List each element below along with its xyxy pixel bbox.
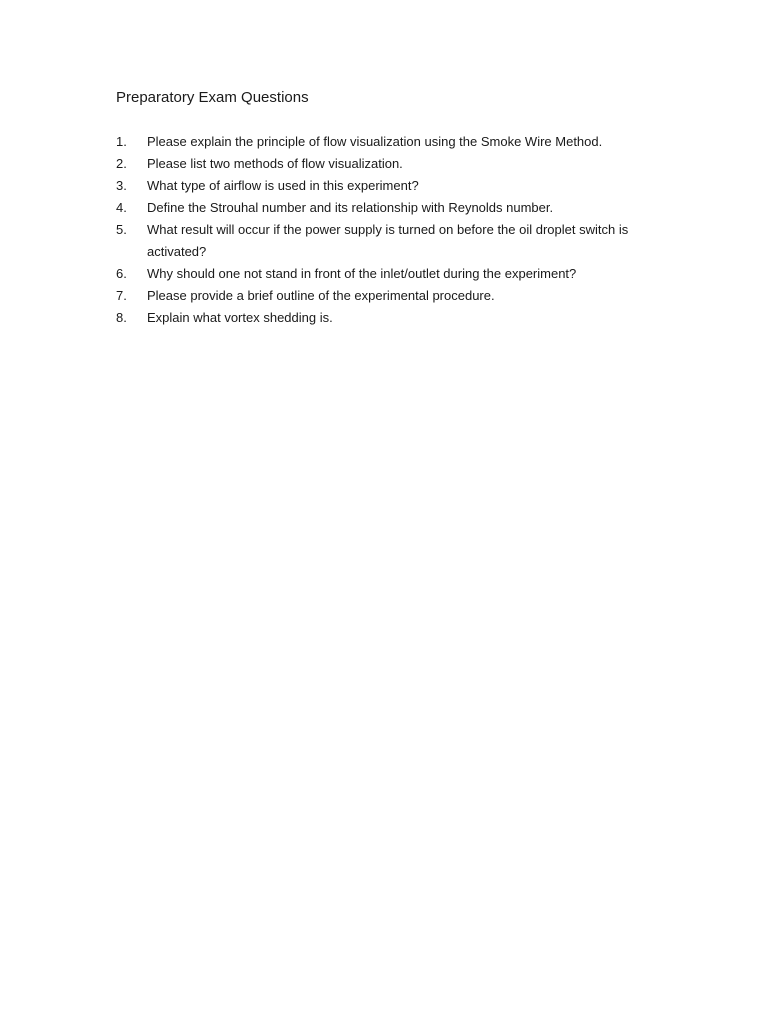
question-number: 2.	[116, 156, 127, 171]
question-text: Please list two methods of flow visualization.	[147, 156, 403, 171]
question-text: Define the Strouhal number and its relationship with Reynolds number.	[147, 200, 554, 215]
question-item	[116, 285, 676, 307]
question-item	[116, 197, 676, 219]
question-number: 3.	[116, 178, 127, 193]
document-title: Preparatory Exam Questions	[116, 89, 309, 106]
question-text: What type of airflow is used in this experiment?	[147, 178, 419, 193]
question-item	[116, 307, 676, 329]
question-text: Please explain the principle of flow visualization using the Smoke Wire Method.	[147, 134, 603, 149]
question-list	[116, 131, 676, 329]
question-text: Why should one not stand in front of the inlet/outlet during the experiment?	[147, 266, 577, 281]
question-text: Please provide a brief outline of the experimental procedure.	[147, 288, 495, 303]
question-text: What result will occur if the power supply is turned on before the oil droplet switch is activated?	[147, 222, 629, 259]
question-number: 4.	[116, 200, 127, 215]
question-item	[116, 131, 676, 153]
question-number: 5.	[116, 222, 127, 237]
question-item	[116, 175, 676, 197]
question-number: 6.	[116, 266, 127, 281]
question-item	[116, 219, 676, 263]
question-item	[116, 153, 676, 175]
question-item	[116, 263, 676, 285]
question-number: 7.	[116, 288, 127, 303]
question-number: 8.	[116, 310, 127, 325]
question-number: 1.	[116, 134, 127, 149]
question-text: Explain what vortex shedding is.	[147, 310, 333, 325]
